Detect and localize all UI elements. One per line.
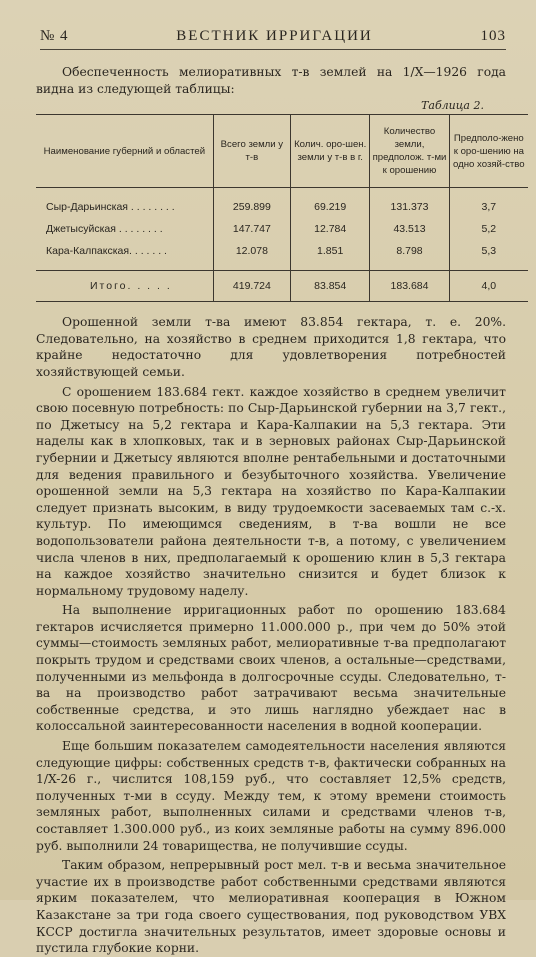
issue-number: № 4 (40, 28, 69, 44)
irrigation-table (36, 114, 528, 302)
table-total-row (36, 271, 528, 302)
table-cell: 3,7 (449, 196, 528, 218)
table-cell: 1.851 (291, 240, 370, 262)
table-cell: 5,3 (449, 240, 528, 262)
column-header: Всего земли у т-в (213, 115, 290, 188)
paragraph: На выполнение ирригационных работ по орошению 183.684 гектаров исчисляется примерно 11.000.000 р., при чем до 50% этой суммы—стоимость земляных работ, мелиоративные т-ва предполагают покрыть трудом и средствами своих членов, а остальные—средствами, полученными из мельфонда в долгосрочные ссуды. Следовательно, т-ва на производство работ затрачивают весьма значительные собственные средства, и это лишь наглядно убеждает нас в колоссальной заинтересованности населения в водной кооперации. (36, 603, 506, 734)
journal-title: ВЕСТНИК ИРРИГАЦИИ (176, 28, 373, 44)
page-header (40, 28, 506, 50)
column-header: Наименование губерний и областей (36, 115, 213, 188)
table-spacer (36, 262, 528, 271)
column-header: Колич. оро-шен. земли у т-в в г. (291, 115, 370, 188)
table-cell: 8.798 (370, 240, 449, 262)
table-header-row (36, 115, 528, 188)
table-cell: 419.724 (213, 271, 290, 302)
paragraph: Орошенной земли т-ва имеют 83.854 гектара, т. е. 20%. Следовательно, на хозяйство в среднем приходится 1,8 гектара, что крайне недостаточно для удовлетворения потребностей хозяйствующей семьи. (36, 315, 506, 379)
table-row (36, 196, 528, 218)
table-cell: 147.747 (213, 218, 290, 240)
table-cell: 43.513 (370, 218, 449, 240)
table-row (36, 240, 528, 262)
table-cell: Кара-Калпакская. . . . . . . (46, 245, 167, 258)
article-body (36, 314, 506, 957)
intro-paragraph: Обеспеченность мелиоративных т-в землей на 1/X—1926 года видна из следующей таблицы: (36, 65, 506, 96)
table-cell: Сыр-Дарьинская . . . . . . . . (46, 201, 175, 214)
table-cell: 4,0 (449, 271, 528, 302)
table-cell: 83.854 (291, 271, 370, 302)
table-cell: 131.373 (370, 196, 449, 218)
table-cell: 69.219 (291, 196, 370, 218)
paragraph: Еще большим показателем самодеятельности населения являются следующие цифры: собственных средств т-в, фактически собранных на 1/X-26 г., числится 108,159 руб., что составляет 12,5% средств, полученных т-ми в ссуду. Между тем, к этому времени стоимость земляных работ, выполненных силами и средствами членов т-в, составляет 1.300.000 руб., из коих земляные работы на сумму 896.000 руб. выполнили 24 товарищества, не получившие ссуды. (36, 739, 506, 853)
column-header: Количество земли, предполож. т-ми к орошению (370, 115, 449, 188)
paragraph: Таким образом, непрерывный рост мел. т-в и весьма значительное участие их в производстве работ собственными средствами являются ярким показателем, что мелиоративная кооперация в Южном Казакстане за три года своего существования, под руководством УВХ КССР достигла значительных результатов, имеет здоровые основы и пустила глубокие корни. (36, 858, 506, 956)
paragraph: С орошением 183.684 гект. каждое хозяйство в среднем увеличит свою посевную потребность: по Сыр-Дарьинской губернии на 3,7 гект., по Джетысу на 5,2 гектара и Кара-Калпакии на 5,3 гектара. Эти наделы как в хлопковых, так и в зерновых районах Сыр-Дарьинской губернии и Джетысу являются вполне рентабельными и достаточными для ведения правильного и безубыточного хозяйства. Увеличение орошенной земли на 5,3 гектара на хозяйство по Кара-Калпакии следует признать высоким, в виду трудоемкости засеваемых там с.-х. культур. По имеющимся сведениям, в т-ва вошли не все водопользователи района деятельности т-в, а потому, с увеличением числа членов в них, предполагаемый к орошению клин в 5,3 гектара на каждое хозяйство значительно снизится и будет близок к нормальному трудовому наделу. (36, 384, 506, 598)
page-number: 103 (480, 28, 506, 44)
table-cell: 12.784 (291, 218, 370, 240)
table-caption: Таблица 2. (421, 99, 484, 113)
column-header: Предполо-жено к оро-шению на одно хозяй-ство (449, 115, 528, 188)
table-cell: Джетысуйская . . . . . . . . (46, 223, 163, 236)
table-cell: 5,2 (449, 218, 528, 240)
table-cell: 259.899 (213, 196, 290, 218)
table-spacer (36, 188, 528, 197)
table-row (36, 218, 528, 240)
table-cell: Итого. . . . . (36, 271, 213, 302)
table-cell: 12.078 (213, 240, 290, 262)
table-cell: 183.684 (370, 271, 449, 302)
